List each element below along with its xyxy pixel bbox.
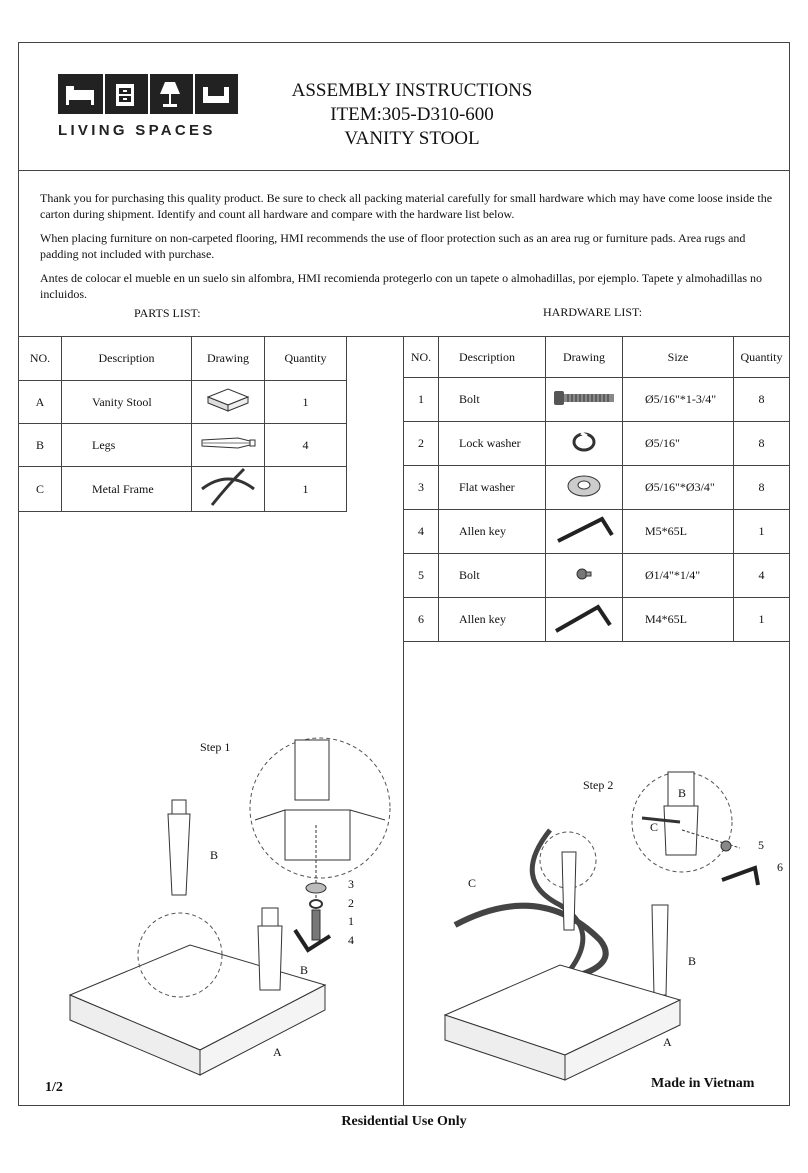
hardware-size: M5*65L: [623, 510, 734, 554]
hardware-description: Bolt: [439, 378, 546, 422]
parts-header-drawing: Drawing: [192, 337, 265, 381]
step-2-callout-5: 5: [758, 838, 764, 852]
parts-header-description: Description: [62, 337, 192, 381]
hardware-no: 2: [404, 422, 439, 466]
step-1-callout-1: 1: [348, 914, 354, 928]
table-row: [404, 422, 790, 466]
parts-header-quantity: Quantity: [265, 337, 347, 381]
brand-name: LIVING SPACES: [58, 122, 216, 139]
hardware-description: Bolt: [439, 554, 546, 598]
table-row: [19, 381, 347, 424]
step-2-diagram: [420, 760, 788, 1100]
hardware-table: [403, 336, 790, 642]
step-2-callout-6: 6: [777, 860, 783, 874]
residential-use-label: Residential Use Only: [341, 1114, 467, 1129]
allen-key-icon: [552, 515, 616, 545]
step-1-callout-b: B: [300, 963, 309, 977]
leg-icon: [198, 433, 258, 453]
step-1-callout-a: A: [273, 1045, 282, 1059]
hardware-quantity: 4: [734, 554, 790, 598]
doc-title: ASSEMBLY INSTRUCTIONS: [291, 80, 533, 101]
hardware-size: Ø5/16": [623, 422, 734, 466]
table-row: [404, 554, 790, 598]
part-quantity: 4: [265, 424, 347, 467]
hardware-drawing: [546, 466, 623, 510]
step-1-callout-3: 3: [348, 877, 354, 891]
hardware-quantity: 1: [734, 510, 790, 554]
short-bolt-icon: [574, 566, 594, 582]
part-description: Legs: [62, 424, 192, 467]
part-drawing: [192, 424, 265, 467]
step-2-callout-c: C: [468, 876, 477, 890]
intro-paragraph-1: Thank you for purchasing this quality product. Be sure to check all packing material carefully for small hardware which may have come loose inside the carton during shipment. Identify and count all hardware and compare with the hardware list below.: [40, 191, 773, 221]
header-divider: [18, 170, 790, 171]
hardware-header-description: Description: [439, 337, 546, 378]
hardware-header-quantity: Quantity: [734, 337, 790, 378]
part-no: A: [19, 381, 62, 424]
product-name: VANITY STOOL: [344, 128, 480, 149]
part-quantity: 1: [265, 381, 347, 424]
metal-frame-icon: [198, 467, 258, 507]
step-2-label: Step 2: [583, 778, 614, 792]
parts-header-row: [19, 337, 347, 381]
hardware-drawing: [546, 598, 623, 642]
step-2-callout-c-detail: C: [650, 820, 659, 834]
hardware-description: Allen key: [439, 598, 546, 642]
step-1-callout-4: 4: [348, 933, 354, 947]
hardware-header-no: NO.: [404, 337, 439, 378]
brand-logo: [58, 74, 238, 142]
hardware-size: Ø5/16"*Ø3/4": [623, 466, 734, 510]
table-row: [19, 424, 347, 467]
part-description: Vanity Stool: [62, 381, 192, 424]
step-2-callout-b: B: [688, 954, 697, 968]
hardware-drawing: [546, 378, 623, 422]
part-quantity: 1: [265, 467, 347, 512]
hardware-no: 6: [404, 598, 439, 642]
hardware-drawing: [546, 510, 623, 554]
hardware-size: Ø1/4"*1/4": [623, 554, 734, 598]
hardware-no: 4: [404, 510, 439, 554]
step-1-label: Step 1: [200, 740, 231, 754]
logo-icons: [58, 74, 238, 118]
intro-paragraph-2: When placing furniture on non-carpeted flooring, HMI recommends the use of floor protection such as an area rug or furniture pads. Area rugs and padding not included with purchase.: [40, 231, 746, 261]
hardware-no: 1: [404, 378, 439, 422]
step-2-callout-a: A: [663, 1035, 672, 1049]
parts-table: [18, 336, 347, 512]
hardware-description: Allen key: [439, 510, 546, 554]
hardware-quantity: 8: [734, 378, 790, 422]
table-row: [404, 378, 790, 422]
hardware-list-heading: HARDWARE LIST:: [543, 305, 643, 319]
parts-header-no: NO.: [19, 337, 62, 381]
item-number: ITEM:305-D310-600: [330, 104, 494, 125]
step-1-callout-b-top: B: [210, 848, 219, 862]
hardware-quantity: 8: [734, 466, 790, 510]
part-drawing: [192, 381, 265, 424]
table-row: [404, 598, 790, 642]
made-in-label: Made in Vietnam: [651, 1076, 755, 1091]
part-description: Metal Frame: [62, 467, 192, 512]
stool-top-icon: [200, 385, 256, 415]
intro-block: [40, 190, 775, 302]
table-row: [19, 467, 347, 512]
allen-key-icon: [552, 601, 616, 635]
part-drawing: [192, 467, 265, 512]
part-no: B: [19, 424, 62, 467]
hardware-description: Lock washer: [439, 422, 546, 466]
hardware-quantity: 1: [734, 598, 790, 642]
hardware-quantity: 8: [734, 422, 790, 466]
page-number: 1/2: [45, 1080, 63, 1095]
step-1-callout-2: 2: [348, 896, 354, 910]
hardware-drawing: [546, 554, 623, 598]
hardware-size: Ø5/16"*1-3/4": [623, 378, 734, 422]
step-2-callout-b-detail: B: [678, 786, 687, 800]
hardware-description: Flat washer: [439, 466, 546, 510]
flat-washer-icon: [564, 473, 604, 499]
hardware-no: 3: [404, 466, 439, 510]
hardware-size: M4*65L: [623, 598, 734, 642]
intro-paragraph-3: Antes de colocar el mueble en un suelo sin alfombra, HMI recomienda protegerlo con un tapete o almohadillas, por ejemplo. Tapete y almohadillas no incluidos.: [40, 271, 763, 301]
part-no: C: [19, 467, 62, 512]
hardware-header-size: Size: [623, 337, 734, 378]
step-1-diagram: [40, 730, 400, 1100]
table-row: [404, 510, 790, 554]
long-bolt-icon: [552, 388, 616, 408]
hardware-no: 5: [404, 554, 439, 598]
table-row: [404, 466, 790, 510]
parts-list-heading: PARTS LIST:: [134, 306, 201, 320]
hardware-header-row: [404, 337, 790, 378]
hardware-header-drawing: Drawing: [546, 337, 623, 378]
lock-washer-icon: [569, 430, 599, 454]
hardware-drawing: [546, 422, 623, 466]
